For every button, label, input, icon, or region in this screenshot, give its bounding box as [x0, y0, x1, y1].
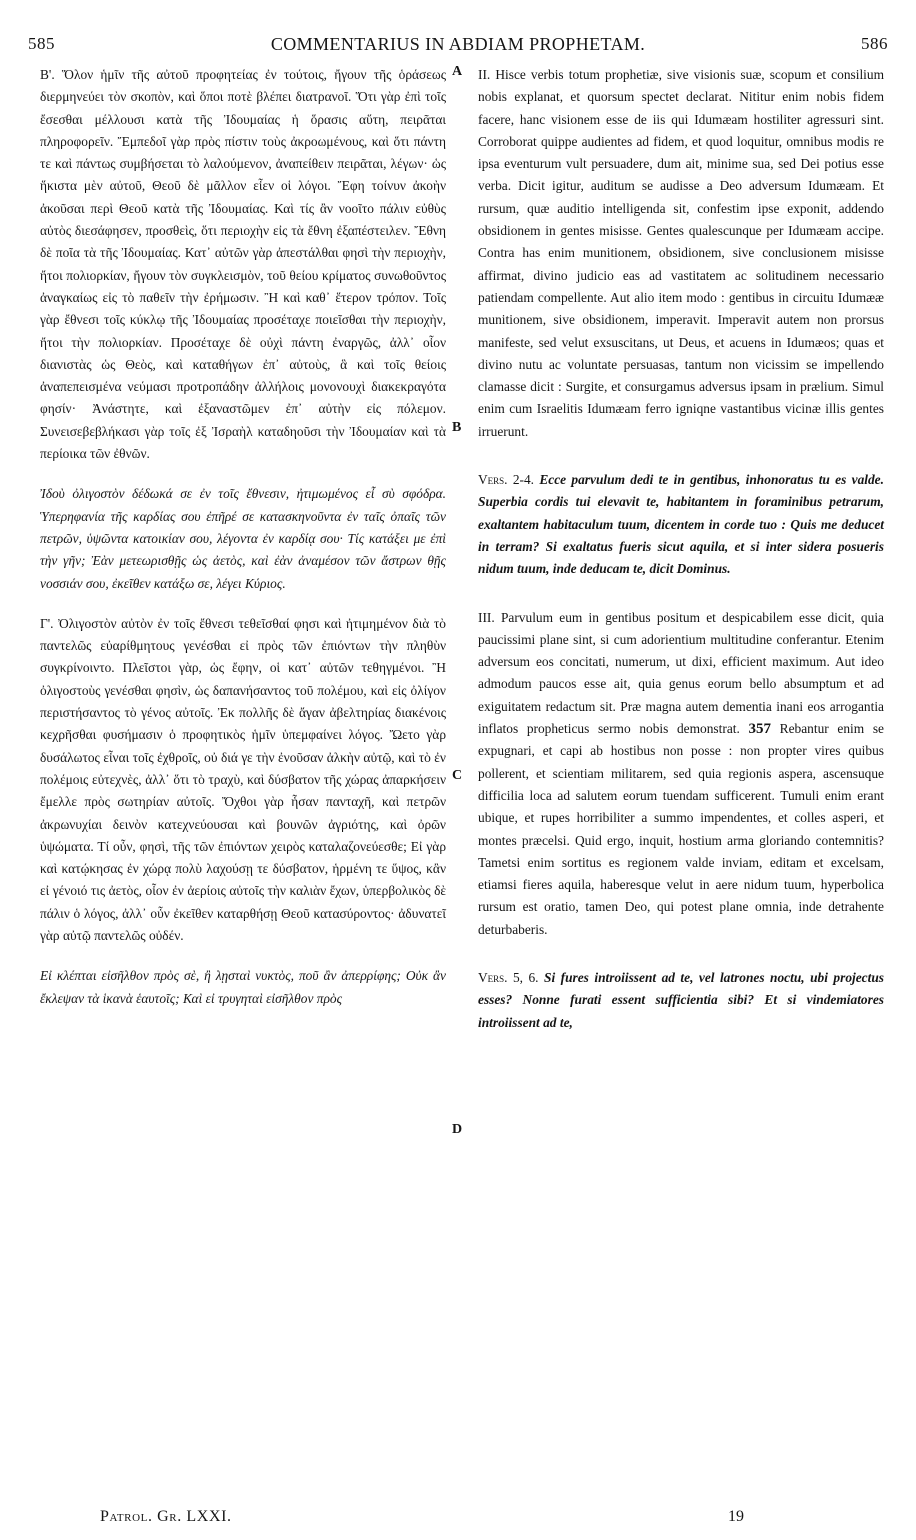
paragraph-text: III. Parvulum eum in gentibus positum et despicabilem esse dicit, quia paucissimi plane sint, si cum adorientium multitudine conferantur. Etenim adversum eos concitati, numerum, ut dixi, efficient maximum. Aut ideo admodum paucos esse ait, quia genus eorum bello absumptum et ad exiguitatem redactum sit. Præ magna autem dementia inani eos arrogantia inflatos propheticus sermo nobis demonstrat.: [478, 609, 884, 737]
margin-letter-c: C: [452, 768, 463, 783]
greek-paragraph-2: Β'. Ὅλον ἡμῖν τῆς αὐτοῦ προφητείας ἐν τούτοις, ἤγουν τῆς ὁράσεως διερμηνεύει τὸν σκοπὸν, καὶ ὅποι ποτὲ βλέπει διατρανοῖ. Ὅτι γὰρ ἐπὶ τοῖς ἔσεσθαι μέλλουσι κατὰ τῆς Ἰδουμαίας ἡ ὅρασις αὕτη, πειρᾶται πληροφορεῖν. Ἔμπεδοῖ γὰρ πρὸς πίστιν τοὺς ἀκροωμένους, καὶ ὅτι πάντη τε καὶ πάντως συμβήσεται τὸ λαλούμενον, ἀναπείθειν πειρᾶται, λέγων· ὡς ἥκιστα μὲν αὐτοῦ, Θεοῦ δὲ μᾶλλον εἶεν οἱ λόγοι. Ἔφη τοίνυν ἀκοὴν ἀκοῦσαι περὶ Θεοῦ κατὰ τῆς Ἰδουμαίας. Καὶ τίς ἂν νοοῖτο πάλιν εὐθὺς αὐτὸς διεσάφησεν, προσθεὶς, ὅτι περιοχὴν εἰς τὰ ἔθνη ἐξαπέστειλεν. Ἔθνη δὲ ποῖα τὰ τῆς Ἰδουμαίας. Κατ᾽ αὐτῶν γὰρ ἀπεστάλθαι φησὶ τὴν περιοχὴν, ἤτοι πολιορκίαν, ἤγουν τὸν συγκλεισμὸν, τοῦ θείου κρίματος συνωθοῦντος ἀναγκαίως εἰς τὸ παθεῖν τὴν ἐρήμωσιν. Ἢ καὶ καθ᾽ ἕτερον τρόπον. Τοῖς γὰρ ἔθνεσι τοῖς κύκλῳ τῆς Ἰδουμαίας προσέταχε ποιεῖσθαι τὴν περιοχὴν, ἤτοι τὴν πολιορκίαν. Προσέταχε δὲ οὐχὶ πάντη ἐναργῶς, ἀλλ᾽ οἷον διανιστὰς ὡς Θεὸς, καὶ καταθήγων ἐπ᾽ αὐτοὺς, ἃ καὶ τοῖς θείοις ἀναπεπεισμένα νεύμασι προτροπάδην ἀλλήλοις μονονουχὶ διακεκραγότα φησίν· Ἀνάστητε, καὶ ἐξαναστῶμεν ἐπ᾽ αὐτὴν εἰς πόλεμον. Συνεισεβεβλήκασι γὰρ τοῖς ἐξ Ἰσραὴλ καταδηοῦσι τὴν Ἰδουμαίαν καὶ τὰ περίοικα τῶν ἐθνῶν.: [40, 67, 446, 462]
page-number-right: 586: [861, 34, 888, 53]
verse-text: Si fures introiissent ad te, vel latrones noctu, ubi projectus esses? Nonne furati essent sufficientia sibi? Et si vindemiatores introiissent ad te,: [478, 969, 885, 1030]
verse-text: Ecce parvulum dedi te in gentibus, inhonoratus tu es valde. Superbia cordis tui elevavit te, habitantem in foraminibus petrarum, exaltantem habitaculum tuum, dicentem in corde tuo : Quis me deducet in terram? Si exaltatus fueris sicut aquila, et si inter sidera posueris nidum tuum, inde deducam te, dicit Dominus.: [478, 472, 884, 577]
latin-column: [478, 64, 884, 1034]
column-number: 357: [748, 721, 771, 738]
latin-paragraph-3: [478, 607, 884, 941]
verse-label: Vers. 2-4.: [478, 472, 535, 488]
latin-paragraph-2: II. Hisce verbis totum prophetiæ, sive visionis suæ, scopum et consilium nobis explanat, et quorsum spectet declarat. Nititur enim nobis fidem facere, hanc visionem esse de iis qui Idumæam hostiliter agressuri sint. Corroborat quippe audientes ad fidem, et quod loquitur, omnibus modis re ipsa eventurum vult persuadere, dum ait, minime sua, sed Dei potius esse verba. Dicit igitur, auditum se audisse a Deo adversum Idumæam. Et rursum, quæ auditio intelligenda sit, confestim ipse exponit, addendo obsidionem in gentes misisse. Gentes qualescunque per Idumæam accipe. Contra has enim munitionem, obsidionem, sive conclusionem misisse affirmat, divino judicio eas ad vastitatem ac solitudinem necessario patiendam compellente. Aut alio item modo : gentibus in circuitu Idumææ munitionem, sive obsidionem, imperavit. Imperavit autem non prorsus manifeste, sed velut exsuscitans, ut Deus, et acuens in Idumæos; quas et divino nutu ac voluntate persuasas, tantum non vicissim se impellendo clamasse dicit : Surgite, et consurgamus adversus ipsam in prælium. Simul enim cum Israelitis Idumæam ferro igniqne vastantibus vicinæ illis gentes irruerunt.: [478, 67, 884, 439]
footer-series: Patrol. Gr. LXXI.: [100, 1508, 232, 1525]
greek-verse-2-4: Ἰδοὺ ὀλιγοστὸν δέδωκά σε ἐν τοῖς ἔθνεσιν, ἠτιμωμένος εἶ σὺ σφόδρα. Ὑπερηφανία τῆς καρδίας σου ἐπῆρέ σε κατασκηνοῦντα ἐν ταῖς ὀπαῖς τῶν πετρῶν, ὑψῶντα κατοικίαν σου, λέγοντα ἐν καρδίᾳ σου· Τίς κατάξει με ἐπὶ τὴν γῆν; Ἐὰν μετεωρισθῇς ὡς ἀετὸς, καὶ ἐὰν ἀναμέσον τῶν ἄστρων θῇς νοσσιάν σου, ἐκεῖθεν κατάξω σε, λέγει Κύριος.: [40, 486, 446, 591]
margin-letter-d: D: [452, 1122, 463, 1137]
greek-column: [40, 64, 446, 1010]
latin-verse-5-6: [478, 967, 884, 1034]
margin-letter-a: A: [452, 64, 463, 79]
greek-paragraph-3: Γ'. Ὀλιγοστὸν αὐτὸν ἐν τοῖς ἔθνεσι τεθεῖσθαί φησι καὶ ἠτιμημένον διὰ τὸ παντελῶς εὐαρίθμητους γενέσθαι εἰ πρὸς τῶν ἐπιόντων τὴν πληθὺν συγκρίνοιντο. Πλεῖστοι γὰρ, ὡς ἔφην, οἱ κατ᾽ αὐτῶν τεθηγμένοι. Ἢ ὀλιγοστοὺς γενέσθαι φησὶν, ὡς δαπανήσαντος τοῦ πολέμου, καὶ εἰς ὀλίγον περιστήσαντος τὸ γένος αὐτοῖς. Ἐκ πολλῆς δὲ ἄγαν ἀβελτηρίας διακένοις κεχρῆσθαι φυσήμασιν ὁ προφητικὸς ἡμῖν ὑπεμφαίνει λόγος. Ὤετο γὰρ δυσάλωτος εἶναι τοῖς ἐχθροῖς, οὐ διά γε τὴν ἐνοῦσαν ἀλκὴν αὐτῷ, καὶ τὸ ἐν πολέμοις εὐτεχνὲς, ἀλλ᾽ ὅτι τὸ τραχὺ, καὶ δύσβατον τῆς χώρας ἀπαρκήσειν ἔμελλε πρὸς σωτηρίαν αὐτοῖς. Ὄχθοι γὰρ ἦσαν πανταχῆ, καὶ πετρῶν ἀκρωνυχίαι δεινὸν κατεχνεύουσαι καὶ βουνῶν ἀγριότης, καὶ ὀρῶν ὑψώματα. Τί οὖν, φησὶ, τῆς τῶν ἐπιόντων χειρὸς καταλαζονεύεσθε; Εἰ γὰρ καὶ κατῴκησας ἐν χώρᾳ πολὺ λαχούσῃ τε δύσβατον, ἡρμένη τε ὕψος, κἂν εἰ γένοιό τις ἀετὸς, οἷον ἐν ἀερίοις αὐτοῖς τὴν καλιὰν ἔχων, ὑπερβολικὸς δὲ πάλιν ὁ λόγος, ἀλλ᾽ οὖν ἐκεῖθεν καταρθήσῃ Θεοῦ κατασύροντος· ἀδυνατεῖ γὰρ αὐτῷ παντελῶς οὐδέν.: [40, 615, 446, 943]
paragraph-text-continued: Rebantur enim se expugnari, et capi ab hostibus non posse : non propter vires quibus pollerent, et scientiam militarem, sed quia regionis aspera, ascensuque difficilia loca ad salutem eorum tuendam sufficerent. Tumuli enim erant ubique, et rupes horribiliter a summo impendentes, et colles asperi, et montes præcelsi. Quid ergo, inquit, hostium arma gloriando contemnitis? Tametsi enim sortitus es regionem valde inviam, editam et excelsam, etiamsi fieres aquila, haberesque velut in aere nidum tuum, hyperbolica rursum est oratio, tamen Deo, qui potest plane omnia, inde detrahente deturbaberis.: [478, 721, 884, 937]
running-title: COMMENTARIUS IN ABDIAM PROPHETAM.: [270, 34, 646, 54]
latin-verse-2-4: [478, 469, 884, 580]
margin-letter-b: B: [452, 420, 462, 435]
page-header: [28, 34, 888, 58]
page-footer: [40, 1508, 876, 1530]
verse-label: Vers. 5, 6.: [478, 969, 539, 985]
page-number-left: 585: [28, 34, 55, 53]
greek-verse-5-6: Εἰ κλέπται εἰσῆλθον πρὸς σὲ, ἢ λῃσταὶ νυκτὸς, ποῦ ἂν ἀπερρίφης; Οὐκ ἂν ἔκλεψαν τὰ ἱκανὰ ἑαυτοῖς; Καὶ εἰ τρυγηταὶ εἰσῆλθον πρὸς: [40, 968, 446, 1006]
footer-signature: 19: [728, 1508, 744, 1525]
